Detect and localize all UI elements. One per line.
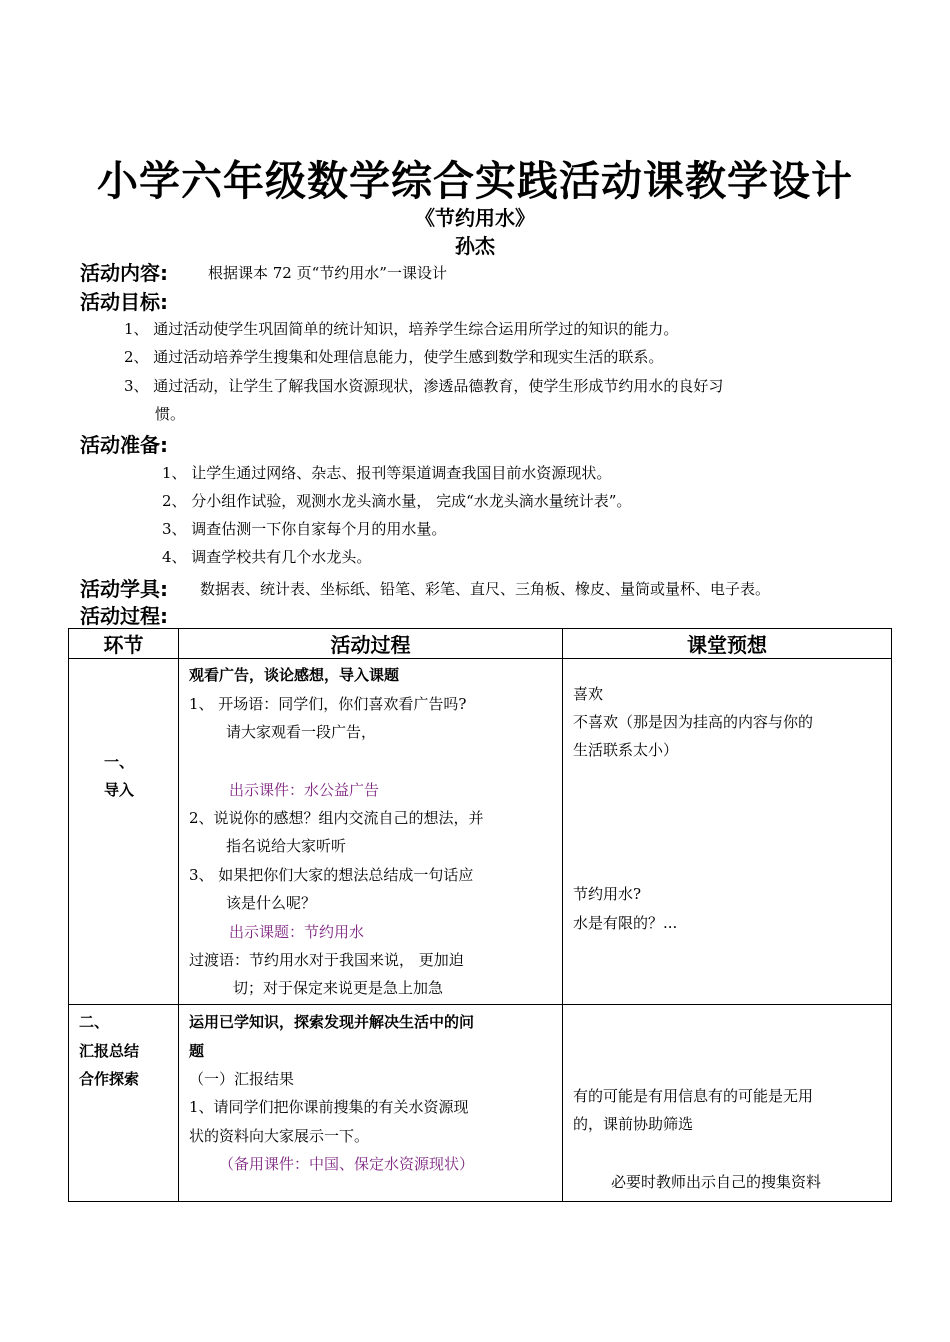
goal-item: 1、 通过活动使学生巩固简单的统计知识，培养学生综合运用所学过的知识的能力。 [124,320,679,338]
goal-item-continuation: 惯。 [155,405,186,423]
process-line: 3、 如果把你们大家的想法总结成一句话应 [189,866,474,884]
process-line: 切；对于保定来说更是急上加急 [233,979,444,997]
goal-item: 3、 通过活动，让学生了解我国水资源现状，渗透品德教育，使学生形成节约用水的良好习 [124,377,724,395]
stage-cell [69,659,179,1005]
tools-heading: 活动学具: [80,577,168,601]
activity-table [68,628,892,1202]
process-line: 运用已学知识，探索发现并解决生活中的问 [189,1013,475,1031]
stage-name: 导入 [104,781,135,799]
process-line: 1、请同学们把你课前搜集的有关水资源现 [189,1098,469,1116]
content-heading: 活动内容: [80,261,168,285]
table-header-row [69,629,892,659]
header-stage: 环节 [69,629,179,659]
process-line: 请大家观看一段广告， [226,723,377,741]
process-line: 过渡语：节约用水对于我国来说， 更加迫 [189,951,464,969]
process-line: 1、 开场语：同学们，你们喜欢看广告吗? [189,695,467,713]
process-line: 状的资料向大家展示一下。 [189,1127,370,1145]
expectation-cell [563,1005,892,1202]
expectation-line: 生活联系太小） [573,741,679,759]
process-heading: 活动过程: [80,604,168,628]
stage-name: 汇报总结 [79,1042,140,1060]
courseware-note: 出示课题：节约用水 [229,923,365,941]
expectation-cell [563,659,892,1005]
lesson-subtitle: 《节约用水》 [415,206,535,230]
prep-item: 2、 分小组作试验，观测水龙头滴水量， 完成“水龙头滴水量统计表”。 [162,492,632,510]
prep-heading: 活动准备: [80,433,168,457]
stage-cell [69,1005,179,1202]
expectation-line: 不喜欢（那是因为挂高的内容与你的 [573,713,814,731]
goal-item: 2、 通过活动培养学生搜集和处理信息能力，使学生感到数学和现实生活的联系。 [124,348,664,366]
tools-text: 数据表、统计表、坐标纸、铅笔、彩笔、直尺、三角板、橡皮、量筒或量杯、电子表。 [200,580,771,598]
document-title: 小学六年级数学综合实践活动课教学设计 [97,157,853,205]
goals-heading: 活动目标: [80,290,168,314]
expectation-line: 有的可能是有用信息有的可能是无用 [573,1087,814,1105]
courseware-note: 出示课件：水公益广告 [229,781,380,799]
process-line: （一）汇报结果 [189,1070,295,1088]
expectation-line: 水是有限的？... [573,914,678,932]
stage-name: 合作探索 [79,1070,140,1088]
stage-number: 二、 [79,1013,110,1031]
prep-item: 4、 调查学校共有几个水龙头。 [162,548,372,566]
header-process: 活动过程 [179,629,563,659]
process-line: 2、说说你的感想？组内交流自己的想法，并 [189,809,484,827]
courseware-note: （备用课件：中国、保定水资源现状） [219,1155,475,1173]
stage-number: 一、 [104,753,135,771]
process-cell [179,1005,563,1202]
prep-item: 3、 调查估测一下你自家每个月的用水量。 [162,520,447,538]
process-line: 题 [189,1042,205,1060]
content-text: 根据课本 72 页“节约用水”一课设计 [208,264,447,282]
table-row [69,659,892,1005]
expectation-line: 的，课前协助筛选 [573,1115,694,1133]
process-line: 指名说给大家听听 [226,837,347,855]
author-name: 孙杰 [455,234,495,258]
expectation-line: 节约用水? [573,885,642,903]
header-expectation: 课堂预想 [563,629,892,659]
expectation-line: 必要时教师出示自己的搜集资料 [611,1173,822,1191]
prep-item: 1、 让学生通过网络、杂志、报刊等渠道调查我国目前水资源现状。 [162,464,612,482]
process-line: 观看广告，谈论感想，导入课题 [189,666,400,684]
table-row [69,1005,892,1202]
expectation-line: 喜欢 [573,685,604,703]
process-line: 该是什么呢？ [226,894,317,912]
process-cell [179,659,563,1005]
